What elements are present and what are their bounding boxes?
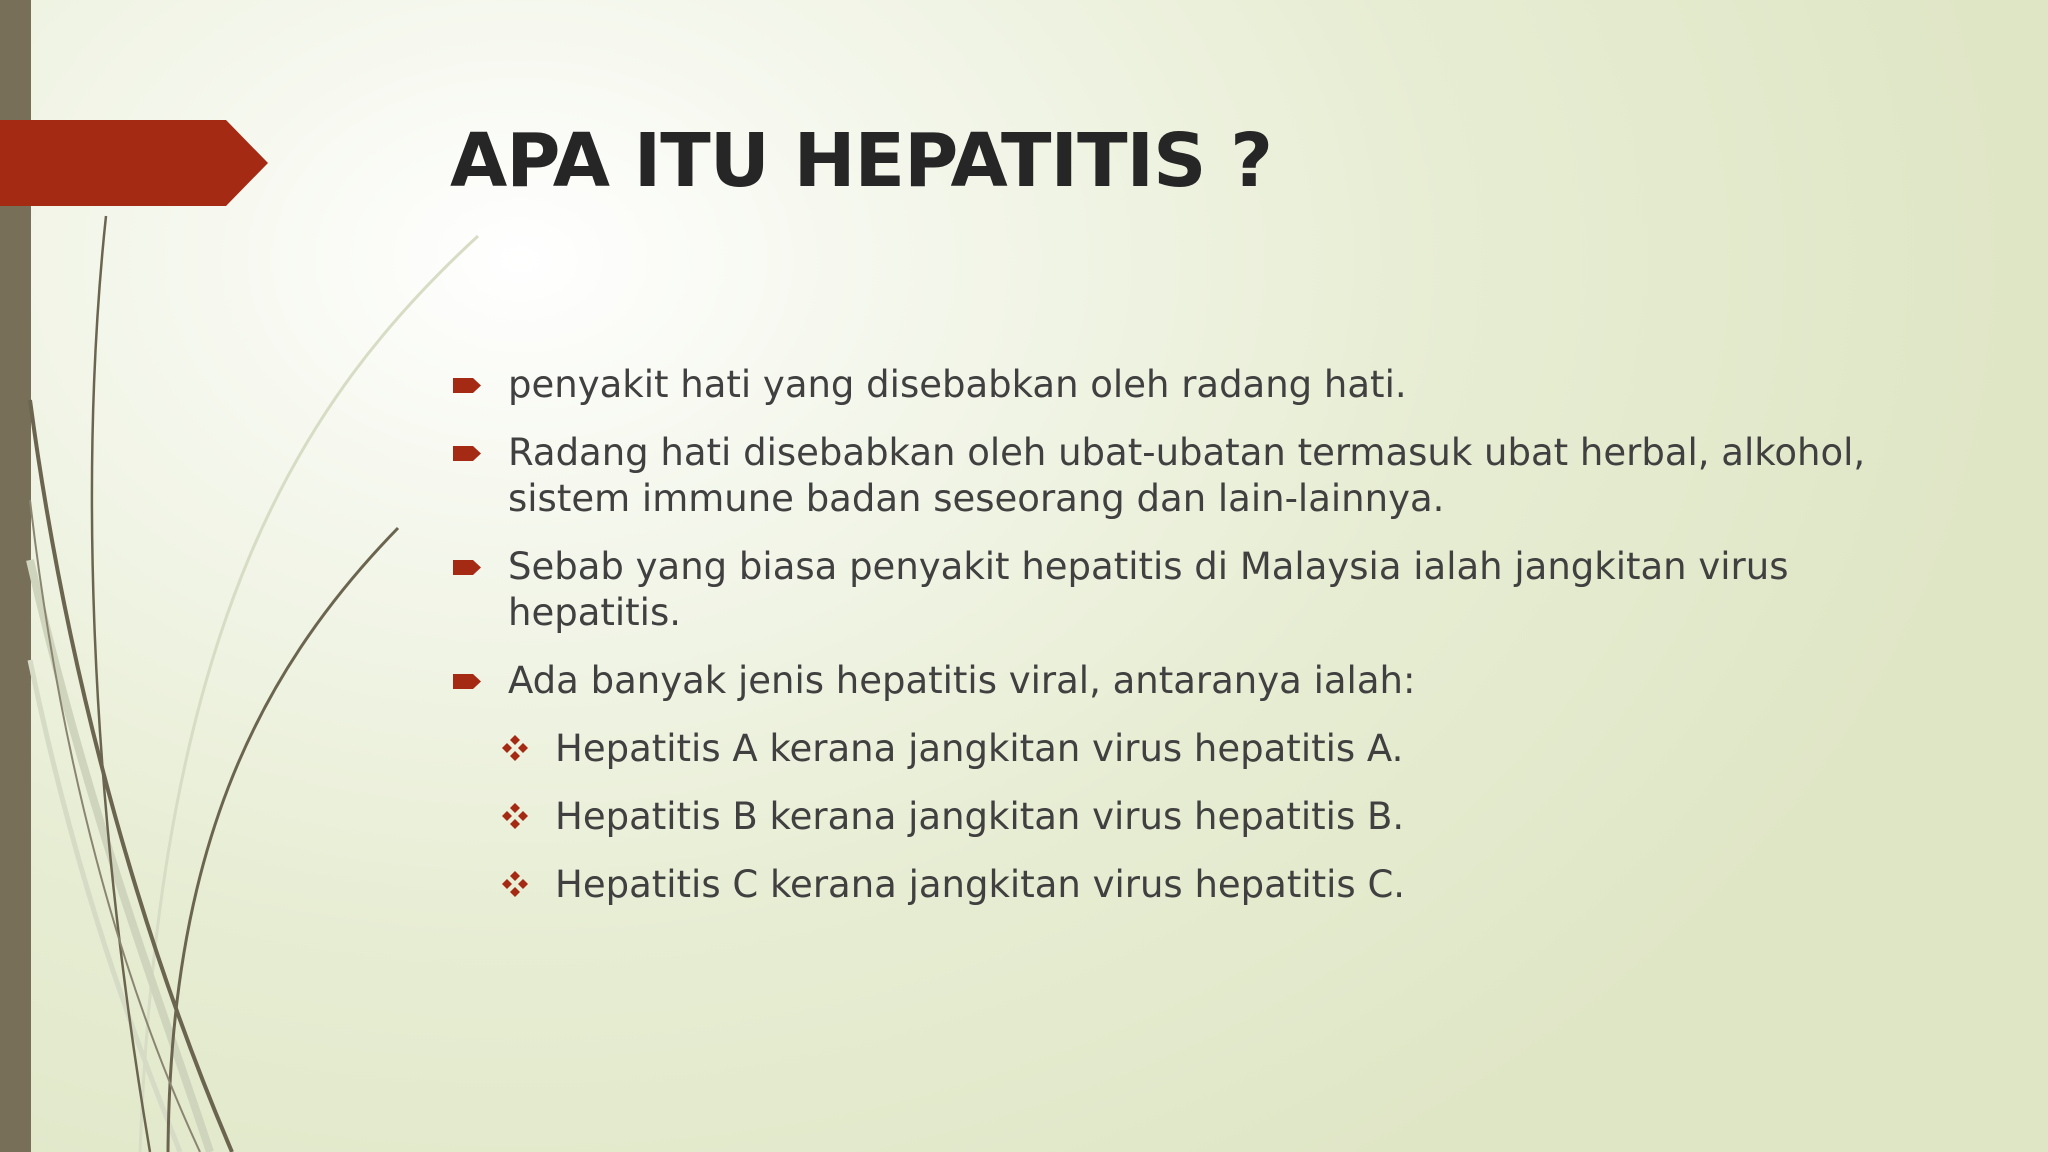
sub-bullet-text: Hepatitis C kerana jangkitan virus hepatitis C. — [555, 863, 1406, 906]
bullet-item — [450, 658, 1920, 704]
four-diamond-bullet-icon — [502, 735, 528, 761]
faint-curve-3 — [30, 660, 180, 1152]
sub-bullet-text: Hepatitis A kerana jangkitan virus hepatitis A. — [555, 727, 1404, 770]
bullet-item — [450, 362, 1920, 408]
bullet-item — [450, 430, 1920, 522]
sub-bullet-item — [450, 862, 1920, 908]
bullet-item — [450, 544, 1920, 636]
sub-bullet-item — [450, 794, 1920, 840]
bullet-text: Radang hati disebabkan oleh ubat-ubatan termasuk ubat herbal, alkohol, sistem immune badan seseorang dan lain-lainnya. — [508, 431, 1866, 520]
dark-curve-3 — [168, 528, 398, 1152]
faint-curve-1 — [140, 236, 478, 1152]
bullet-text: penyakit hati yang disebabkan oleh radang hati. — [508, 363, 1407, 406]
title-arrow-banner — [0, 120, 268, 206]
slide-title: APA ITU HEPATITIS ? — [450, 118, 1273, 204]
sub-bullet-text: Hepatitis B kerana jangkitan virus hepatitis B. — [555, 795, 1405, 838]
sub-bullet-item — [450, 726, 1920, 772]
arrow-bullet-icon — [453, 674, 481, 689]
four-diamond-bullet-icon — [502, 803, 528, 829]
dark-curve-4 — [30, 500, 200, 1152]
bullet-text: Sebab yang biasa penyakit hepatitis di Malaysia ialah jangkitan virus hepatitis. — [508, 545, 1789, 634]
four-diamond-bullet-icon — [502, 871, 528, 897]
faint-curve-2 — [30, 560, 210, 1152]
bullet-text: Ada banyak jenis hepatitis viral, antaranya ialah: — [508, 659, 1416, 702]
bullet-list — [450, 362, 1920, 930]
dark-curve-2 — [30, 400, 232, 1152]
dark-curve-1 — [92, 216, 150, 1152]
arrow-bullet-icon — [453, 560, 481, 575]
arrow-bullet-icon — [453, 446, 481, 461]
arrow-bullet-icon — [453, 378, 481, 393]
